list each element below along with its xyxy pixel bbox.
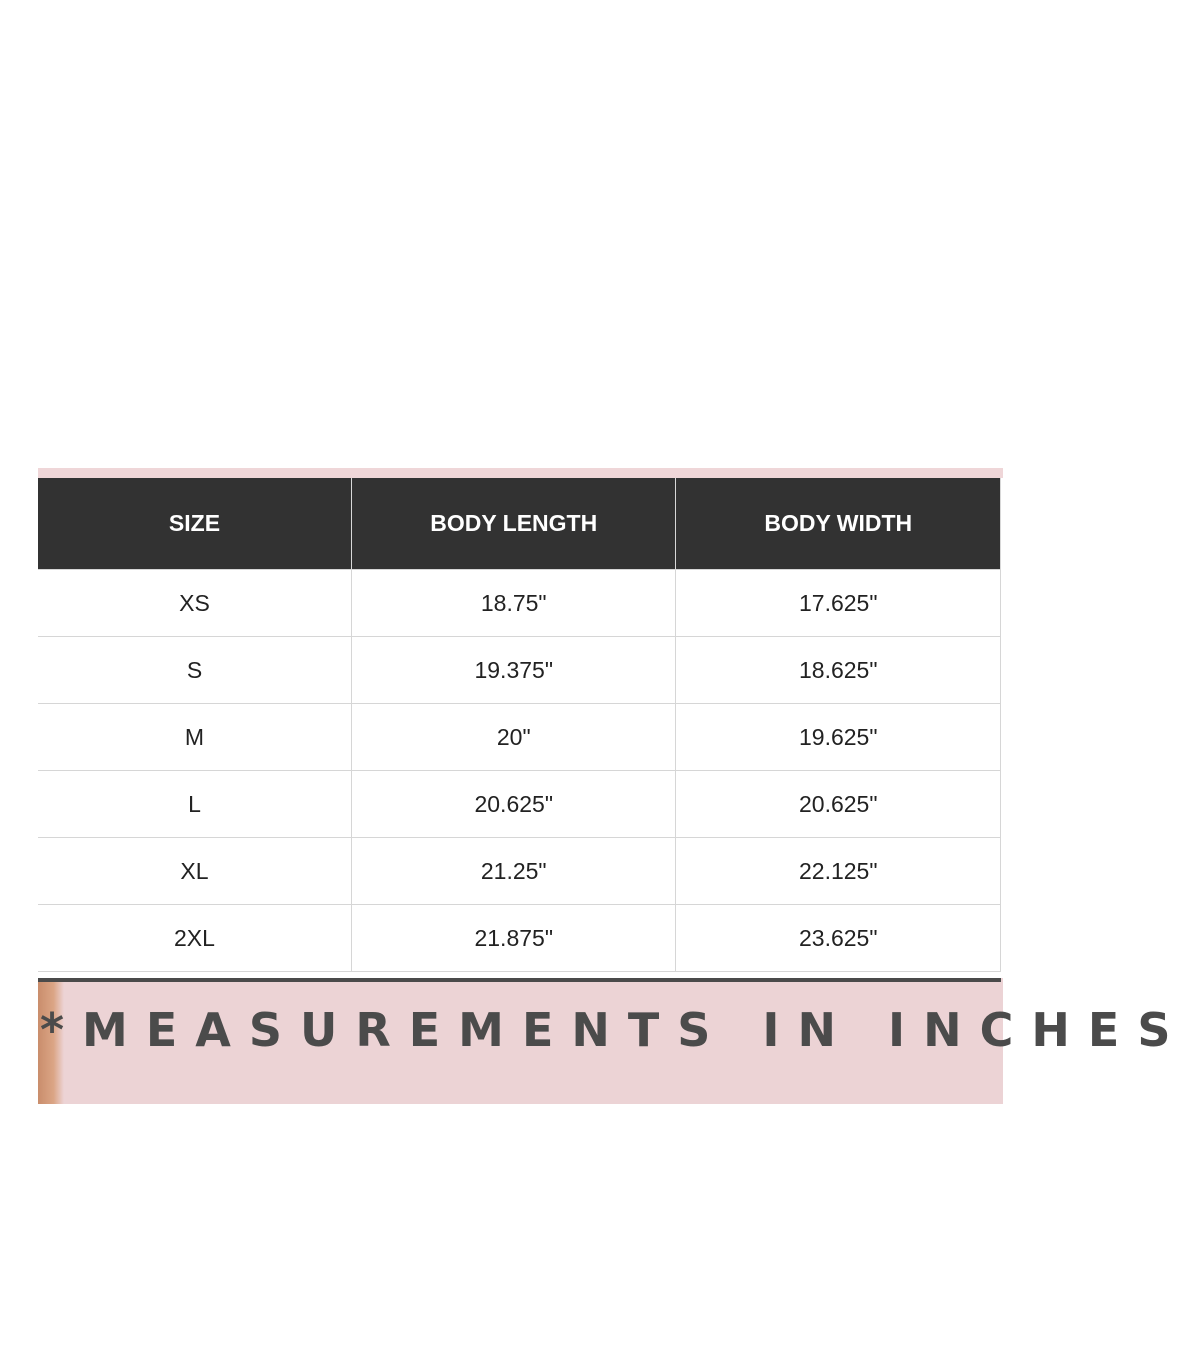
table-row [38,704,1001,771]
table-row [38,905,1001,972]
footer-band [38,978,1188,1104]
size-chart [38,468,1188,1104]
cell-size: M [38,704,351,771]
header-body-width: BODY WIDTH [676,478,1001,570]
cell-body-length: 18.75" [351,570,676,637]
cell-size: L [38,771,351,838]
header-size: SIZE [38,478,351,570]
cell-size: S [38,637,351,704]
cell-size: XS [38,570,351,637]
header-body-length: BODY LENGTH [351,478,676,570]
cell-body-width: 20.625" [676,771,1001,838]
table-row [38,570,1001,637]
measurements-note: *MEASUREMENTS IN INCHES [40,1003,1188,1057]
cell-body-length: 21.25" [351,838,676,905]
cell-body-width: 17.625" [676,570,1001,637]
cell-body-length: 20.625" [351,771,676,838]
cell-body-width: 23.625" [676,905,1001,972]
table-header-row [38,478,1001,570]
cell-size: XL [38,838,351,905]
cell-body-length: 19.375" [351,637,676,704]
cell-size: 2XL [38,905,351,972]
cell-body-width: 19.625" [676,704,1001,771]
cell-body-length: 21.875" [351,905,676,972]
table-row [38,838,1001,905]
cell-body-width: 22.125" [676,838,1001,905]
footer-divider [38,978,1001,982]
table-row [38,637,1001,704]
top-pink-strip [38,468,1003,478]
size-table [38,478,1001,972]
table-row [38,771,1001,838]
cell-body-width: 18.625" [676,637,1001,704]
cell-body-length: 20" [351,704,676,771]
